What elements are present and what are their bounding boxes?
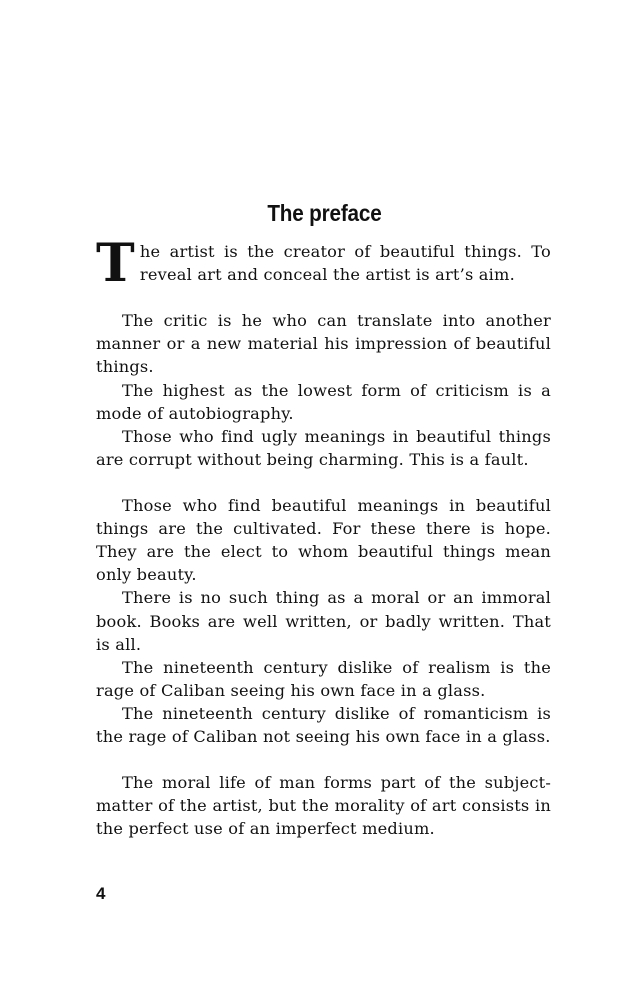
paragraph: The critic is he who can translate into another manner or a new material his impression of beautiful things.	[96, 311, 551, 377]
paragraph: Those who find beautiful meanings in beautiful things are the cultivated. For these there is hope. They are the elect to whom beautiful things mean only beauty.	[96, 496, 551, 585]
paragraph: The nineteenth century dislike of realism is the rage of Caliban seeing his own face in a glass.	[96, 657, 551, 700]
page-number: 4	[96, 884, 106, 903]
paragraph: There is no such thing as a moral or an immoral book. Books are well written, or badly written. That is all.	[96, 588, 551, 654]
paragraph: The nineteenth century dislike of romanticism is the rage of Caliban not seeing his own face in a glass.	[96, 703, 551, 746]
opening-paragraph-text: he artist is the creator of beautiful things. To reveal art and conceal the artist is art’s aim.	[139, 242, 551, 285]
drop-cap: T	[96, 233, 135, 294]
paragraph: The highest as the lowest form of criticism is a mode of autobiography.	[96, 380, 551, 423]
opening-paragraph	[96, 233, 551, 294]
body-text	[96, 233, 551, 840]
paragraph: The moral life of man forms part of the subject-matter of the artist, but the morality of art consists in the perfect use of an imperfect medium.	[96, 773, 551, 839]
chapter-title: The preface	[267, 200, 382, 226]
paragraph: Those who find ugly meanings in beautiful things are corrupt without being charming. This is a fault.	[96, 426, 551, 469]
